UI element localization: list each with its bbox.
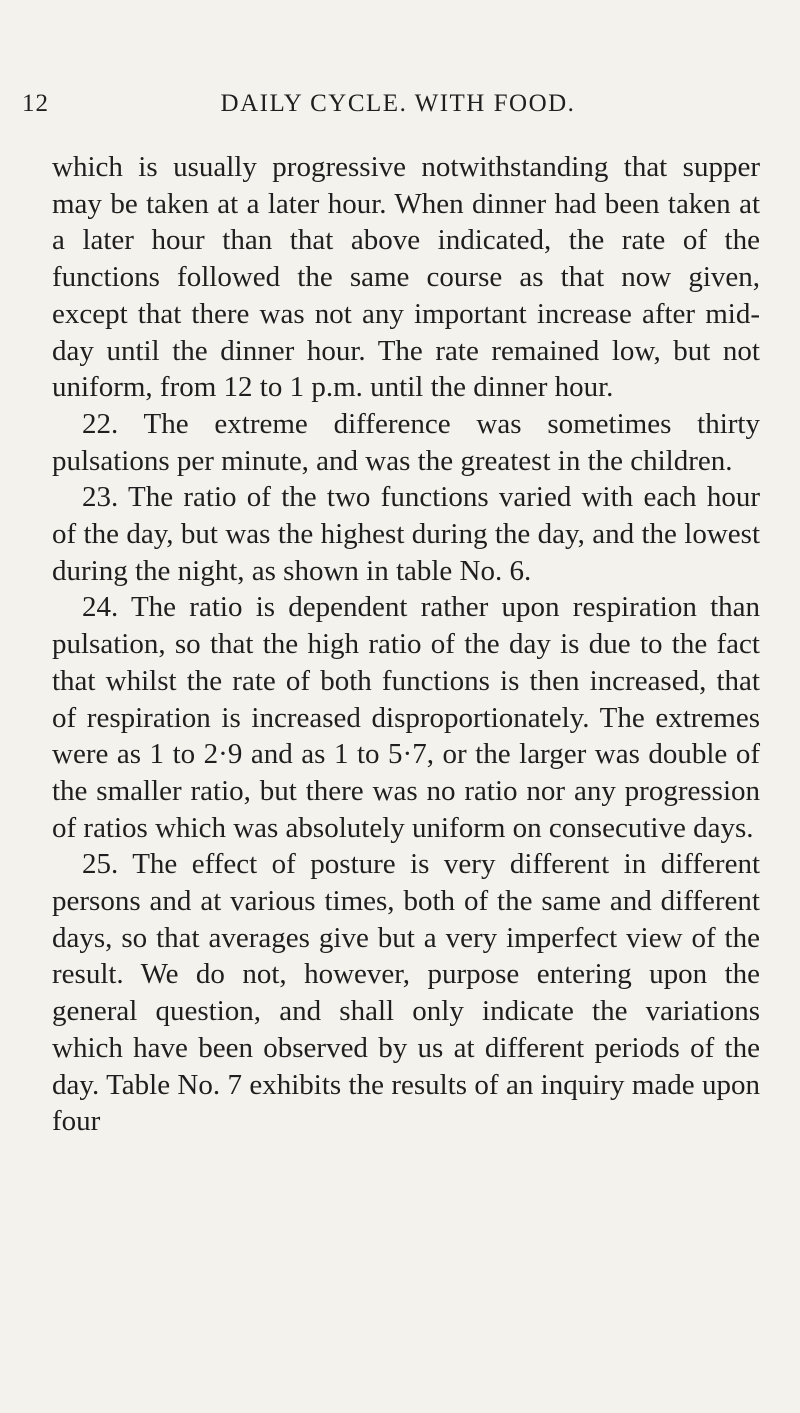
running-title: DAILY CYCLE. WITH FOOD. [220,90,576,117]
paragraph-23: 23. The ratio of the two functions varied with each hour of the day, but was the highest during the day, and the lowest during the night, as shown in table No. 6. [52,481,760,587]
paragraph-25: 25. The effect of posture is very different in different persons and at various times, both of the same and different days, so that averages give but a very imperfect view of the result. We do not, however, purpose entering upon the general question, and shall only indicate the variations which have been observed by us at different periods of the day. Table No. 7 exhibits the results of an inquiry made upon four [52,848,760,1138]
paragraph-22: 22. The extreme difference was sometimes thirty pulsations per minute, and was the greatest in the children. [52,407,760,477]
running-head [22,90,752,130]
paragraph-continuation: which is usually progressive notwithstanding that supper may be taken at a later hour. When dinner had been taken at a later hour than that above indicated, the rate of the functions followed the same course as that now given, except that there was not any important increase after mid-day until the dinner hour. The rate remained low, but not uniform, from 12 to 1 p.m. until the dinner hour. [52,151,760,404]
page-number: 12 [22,90,49,117]
body-text [52,149,760,1140]
paragraph-24: 24. The ratio is dependent rather upon respiration than pulsation, so that the high ratio of the day is due to the fact that whilst the rate of both functions is then increased, that of respiration is increased disproportionately. The extremes were as 1 to 2·9 and as 1 to 5·7, or the larger was double of the smaller ratio, but there was no ratio nor any progression of ratios which was absolutely uniform on consecutive days. [52,591,760,844]
